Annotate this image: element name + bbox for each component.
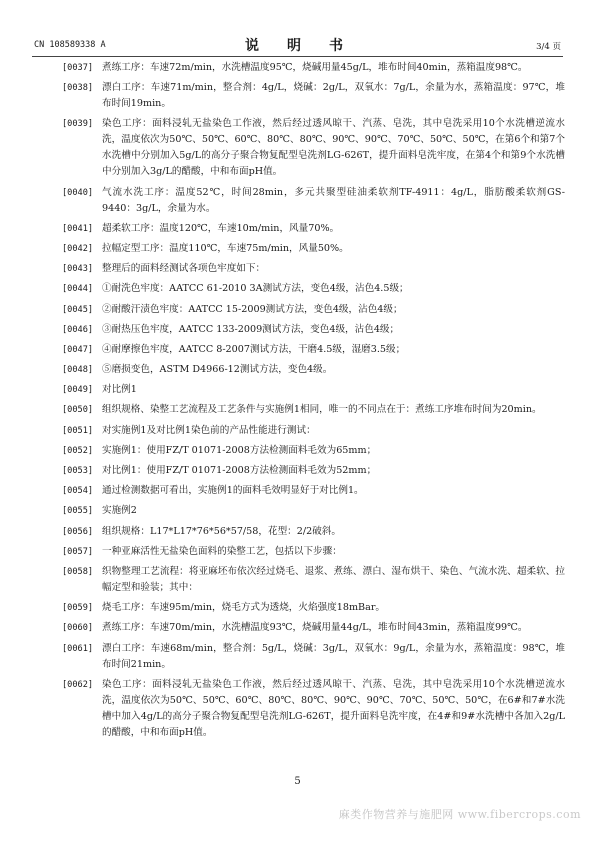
paragraph [62, 261, 565, 277]
paragraph [62, 281, 565, 297]
paragraph-text: 超柔软工序：温度120℃，车速10m/min，风量70%。 [102, 222, 340, 234]
paragraph-text: 一种亚麻活性无盐染色面料的染整工艺，包括以下步骤： [102, 545, 342, 557]
paragraph [62, 423, 565, 439]
paragraph-text: 通过检测数据可看出，实施例1的面料毛效明显好于对比例1。 [102, 485, 364, 497]
paragraph-text: 漂白工序：车速68m/min，整合剂：5g/L，烧碱：3g/L，双氧水：9g/L，余量为水，蒸箱温度：98℃，堆布时间21min。 [102, 642, 565, 670]
paragraph [62, 80, 565, 112]
paragraph-text: 对比例1：使用FZ/T 01071-2008方法检测面料毛效为52mm； [102, 465, 377, 476]
paragraph-number: [0037] [62, 63, 94, 73]
paragraph-text: ②耐酸汗渍色牢度：AATCC 15-2009测试方法，变色4级，沾色4级； [102, 303, 403, 315]
paragraph-number: [0055] [62, 506, 94, 517]
paragraph-text: 煮练工序：车速70m/min，水洗槽温度93℃，烧碱用量44g/L，堆布时间43min，蒸箱温度99℃。 [102, 622, 528, 634]
paragraph-text: 实施例2 [102, 505, 137, 517]
paragraph [62, 60, 565, 76]
paragraph-number: [0054] [62, 486, 94, 497]
paragraph-number: [0049] [62, 385, 94, 396]
paragraph-number: [0058] [62, 566, 94, 577]
paragraph-text: 实施例1：使用FZ/T 01071-2008方法检测面料毛效为65mm； [102, 444, 377, 456]
paragraph [62, 503, 565, 519]
paragraph-text: 气流水洗工序：温度52℃，时间28min，多元共聚型硅油柔软剂TF-4911：4g/L，脂肪酸柔软剂GS-9440：3g/L，余量为水。 [102, 186, 565, 214]
paragraph [62, 382, 565, 398]
paragraph-text: 染色工序：面料浸轧无盐染色工作液，然后经过透风晾干、汽蒸、皂洗，其中皂洗采用10个水洗槽逆流水洗，温度依次为50℃、50℃、60℃、80℃、80℃、90℃、90℃、70℃、50℃、50℃，在第6个和第7个水洗槽中分别加入5g/L的高分子聚合物复配型皂洗剂LG-626T，提升面料皂洗牢度，在第4个和第9个水洗槽中分别加入3g/L的醋酸，中和布面pH值。 [102, 118, 565, 178]
paragraph [62, 620, 565, 636]
paragraph [62, 322, 565, 338]
paragraph-text: ⑤磨损变色，ASTM D4966-12测试方法，变色4级。 [102, 364, 333, 376]
paragraph-text: 对比例1 [102, 384, 137, 396]
paragraph [62, 302, 565, 318]
paragraph [62, 116, 565, 180]
paragraph [62, 342, 565, 358]
paragraph-number: [0043] [62, 264, 94, 275]
paragraph [62, 564, 565, 596]
paragraph-text: 组织规格、染整工艺流程及工艺条件与实施例1相同，唯一的不同点在于：煮练工序堆布时间为20min。 [102, 404, 542, 416]
paragraph-number: [0051] [62, 425, 94, 436]
paragraph-number: [0038] [62, 83, 94, 94]
paragraph [62, 677, 565, 741]
paragraph-number: [0062] [62, 679, 94, 690]
paragraph-text: ④耐摩擦色牢度，AATCC 8-2007测试方法，干磨4.5级，湿磨3.5级； [102, 343, 406, 355]
paragraph-number: [0057] [62, 546, 94, 557]
paragraph-number: [0060] [62, 623, 94, 634]
watermark [339, 806, 581, 822]
paragraph [62, 641, 565, 673]
page-indicator: 3/4 页 [536, 42, 561, 52]
page-header [32, 34, 563, 57]
watermark-url: www.fibercrops.com [457, 808, 581, 821]
paragraph [62, 600, 565, 616]
paragraph-number: [0042] [62, 243, 94, 254]
paragraph-text: 织物整理工艺流程：将亚麻坯布依次经过烧毛、退浆、煮练、漂白、湿布烘干、染色、气流水洗、超柔软、拉幅定型和验装；其中： [102, 565, 565, 593]
paragraph [62, 544, 565, 560]
paragraph-number: [0056] [62, 526, 94, 537]
paragraph-text: 漂白工序：车速71m/min，整合剂：4g/L，烧碱：2g/L，双氧水：7g/L，余量为水，蒸箱温度：97℃，堆布时间19min。 [102, 82, 565, 110]
paragraph-number: [0059] [62, 603, 94, 614]
paragraph-number: [0040] [62, 187, 94, 198]
paragraph-number: [0061] [62, 643, 94, 654]
paragraph [62, 362, 565, 378]
paragraph-text: ③耐热压色牢度，AATCC 133-2009测试方法，变色4级，沾色4级； [102, 323, 400, 335]
paragraph [62, 185, 565, 217]
watermark-cn: 麻类作物营养与施肥网 [338, 808, 454, 821]
paragraph-number: [0048] [62, 365, 94, 376]
paragraph-number: [0039] [62, 119, 94, 130]
paragraph-text: 整理后的面料经测试各项色牢度如下： [102, 263, 266, 275]
paragraph [62, 241, 565, 257]
paragraph-number: [0045] [62, 304, 94, 315]
paragraph-text: 对实施例1及对比例1染色前的产品性能进行测试： [102, 424, 316, 436]
paragraph [62, 463, 565, 479]
paragraph-number: [0053] [62, 466, 94, 476]
paragraph-number: [0044] [62, 284, 94, 295]
paragraph-text: ①耐洗色牢度：AATCC 61-2010 3A测试方法，变色4级，沾色4.5级； [102, 283, 409, 295]
paragraph-text: 拉幅定型工序：温度110℃，车速75m/min，风量50%。 [102, 242, 349, 254]
paragraph-text: 染色工序：面料浸轧无盐染色工作液，然后经过透风晾干、汽蒸、皂洗，其中皂洗采用10个水洗槽逆流水洗，温度依次为50℃、50℃、60℃、80℃、80℃、90℃、90℃、70℃、50℃、50℃，在6#和7#水洗槽中加入4g/L的高分子聚合物复配型皂洗剂LG-626T，提升面料皂洗牢度，在4#和9#水洗槽中各加入2g/L的醋酸，中和布面pH值。 [102, 678, 565, 738]
paragraph-text: 烧毛工序：车速95m/min，烧毛方式为透烧，火焰强度18mBar。 [102, 602, 386, 614]
paragraph [62, 483, 565, 499]
document-title: 说 明 书 [245, 38, 350, 54]
paragraph-text: 煮练工序：车速72m/min，水洗槽温度95℃，烧碱用量45g/L，堆布时间40min，蒸箱温度98℃。 [102, 62, 528, 73]
paragraph [62, 221, 565, 237]
paragraph [62, 524, 565, 540]
page-number: 5 [294, 776, 301, 787]
paragraph-number: [0046] [62, 324, 94, 335]
paragraph-number: [0052] [62, 445, 94, 456]
paragraph [62, 402, 565, 418]
paragraph-text: 组织规格：L17*L17*76*56*57/58，花型：2/2破斜。 [102, 525, 341, 537]
paragraph-number: [0041] [62, 223, 94, 234]
document-body [62, 60, 565, 745]
paragraph [62, 443, 565, 459]
patent-number: CN 108589338 A [34, 40, 106, 50]
paragraph-number: [0047] [62, 344, 94, 355]
paragraph-number: [0050] [62, 405, 94, 416]
